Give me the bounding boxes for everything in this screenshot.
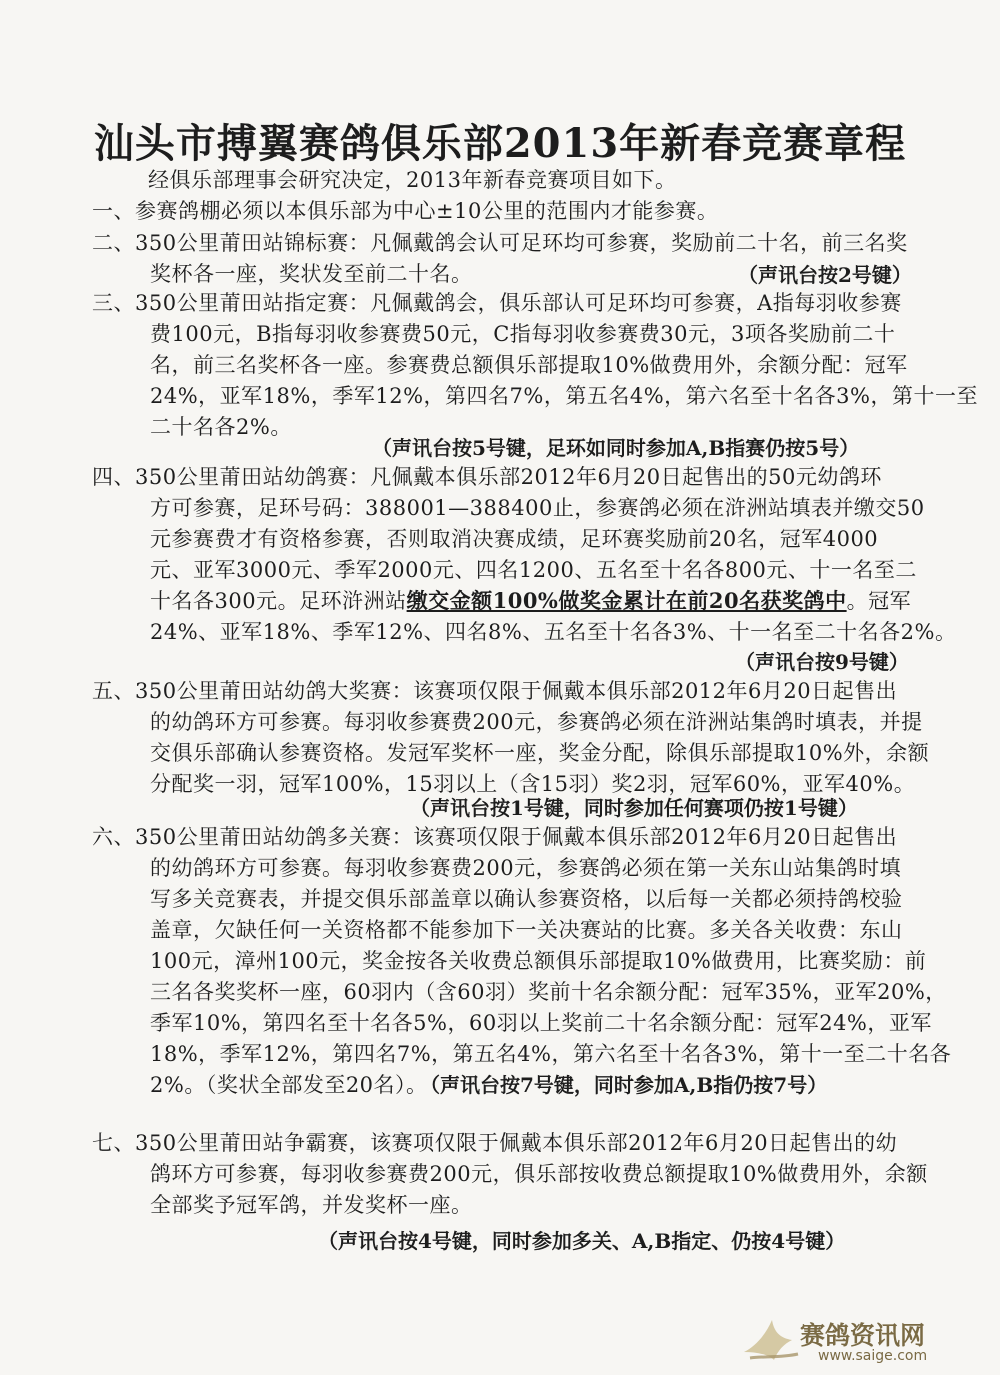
item-6-line-1: 六、350公里莆田站幼鸽多关赛：该赛项仅限于佩戴本俱乐部2012年6月20日起售出 — [92, 825, 898, 849]
item-4-line-5 — [150, 586, 911, 616]
item-7-note: （声讯台按4号键，同时参加多关、A,B指定、仍按4号键） — [318, 1229, 846, 1253]
item-6-line-7: 季军10%，第四名至十名各5%，60羽以上奖前二十名余额分配：冠军24%，亚军 — [150, 1011, 932, 1035]
item-5-line-2: 的幼鸽环方可参赛。每羽收参赛费200元，参赛鸽必须在浒洲站集鸽时填表，并提 — [150, 710, 923, 734]
item-1: 一、参赛鸽棚必须以本俱乐部为中心±10公里的范围内才能参赛。 — [92, 199, 719, 223]
item-6-line-8: 18%，季军12%，第四名7%，第五名4%，第六名至十名各3%，第十一至二十名各 — [150, 1042, 952, 1066]
item-6-line-2: 的幼鸽环方可参赛。每羽收参赛费200元，参赛鸽必须在第一关东山站集鸽时填 — [150, 856, 902, 880]
pigeon-logo-icon — [740, 1312, 802, 1368]
item-2-note: （声讯台按2号键） — [738, 263, 912, 287]
item-6-line-5: 100元，漳州100元，奖金按各关收费总额俱乐部提取10%做费用，比赛奖励：前 — [150, 949, 927, 973]
item-4-line-6: 24%、亚军18%、季军12%、四名8%、五名至十名各3%、十一名至二十名各2%。 — [150, 620, 957, 644]
item-7-line-3: 全部奖予冠军鸽，并发奖杯一座。 — [150, 1193, 473, 1217]
item-2-line-2: 奖杯各一座，奖状发至前二十名。 — [150, 262, 473, 286]
item-5-line-4: 分配奖一羽，冠军100%，15羽以上（含15羽）奖2羽，冠军60%，亚军40%。 — [150, 772, 916, 796]
item-4-line-5-tail: 。冠军 — [846, 589, 912, 613]
item-4-line-3: 元参赛费才有资格参赛，否则取消决赛成绩，足环赛奖励前20名，冠军4000 — [150, 527, 879, 551]
item-2-line-1: 二、350公里莆田站锦标赛：凡佩戴鸽会认可足环均可参赛，奖励前二十名，前三名奖 — [92, 231, 908, 255]
item-3-note: （声讯台按5号键，足环如同时参加A,B指赛仍按5号） — [372, 436, 860, 460]
item-6-line-3: 写多关竞赛表，并提交俱乐部盖章以确认参赛资格，以后每一关都必须持鸽校验 — [150, 887, 903, 911]
item-3-line-5: 二十名各2%。 — [150, 415, 292, 439]
watermark-url: www.saige.com — [818, 1348, 928, 1364]
item-6-note: （声讯台按7号键，同时参加A,B指仍按7号） — [420, 1073, 828, 1097]
item-3-line-1: 三、350公里莆田站指定赛：凡佩戴鸽会，俱乐部认可足环均可参赛，A指每羽收参赛 — [92, 291, 902, 315]
item-5-note: （声讯台按1号键，同时参加任何赛项仍按1号键） — [410, 796, 858, 820]
item-7-line-2: 鸽环方可参赛，每羽收参赛费200元，俱乐部按收费总额提取10%做费用外，余额 — [150, 1162, 928, 1186]
item-4-line-4: 元、亚军3000元、季军2000元、四名1200、五名至十名各800元、十一名至二 — [150, 558, 917, 582]
item-4-underlined-text: 缴交金额100%做奖金累计在前20名获奖鸽中 — [406, 588, 847, 613]
item-5-line-1: 五、350公里莆田站幼鸽大奖赛：该赛项仅限于佩戴本俱乐部2012年6月20日起售出 — [92, 679, 898, 703]
item-4-line-5-lead: 十名各300元。足环浒洲站 — [150, 589, 407, 613]
item-7-line-1: 七、350公里莆田站争霸赛，该赛项仅限于佩戴本俱乐部2012年6月20日起售出的幼 — [92, 1131, 898, 1155]
item-4-line-2: 方可参赛，足环号码：388001—388400止，参赛鸽必须在浒洲站填表并缴交50 — [150, 496, 925, 520]
item-3-line-2: 费100元，B指每羽收参赛费50元，C指每羽收参赛费30元，3项各奖励前二十 — [150, 322, 896, 346]
watermark — [740, 1312, 970, 1368]
item-4-line-1: 四、350公里莆田站幼鸽赛：凡佩戴本俱乐部2012年6月20日起售出的50元幼鸽环 — [92, 465, 882, 489]
item-6-line-6: 三名各奖奖杯一座，60羽内（含60羽）奖前十名余额分配：冠军35%，亚军20%， — [150, 980, 947, 1004]
item-4-note: （声讯台按9号键） — [735, 650, 909, 674]
item-6-line-4: 盖章，欠缺任何一关资格都不能参加下一关决赛站的比赛。多关各关收费：东山 — [150, 918, 903, 942]
item-3-line-4: 24%，亚军18%，季军12%，第四名7%，第五名4%，第六名至十名各3%，第十一至 — [150, 384, 978, 408]
item-5-line-3: 交俱乐部确认参赛资格。发冠军奖杯一座，奖金分配，除俱乐部提取10%外，余额 — [150, 741, 930, 765]
item-6-line-9: 2%。（奖状全部发至20名）。 — [150, 1073, 428, 1097]
intro-text: 经俱乐部理事会研究决定，2013年新春竞赛项目如下。 — [148, 168, 677, 192]
item-3-line-3: 名，前三名奖杯各一座。参赛费总额俱乐部提取10%做费用外，余额分配：冠军 — [150, 353, 908, 377]
page-title: 汕头市搏翼赛鸽俱乐部2013年新春竞赛章程 — [93, 120, 907, 167]
watermark-name: 赛鸽资讯网 — [800, 1321, 926, 1350]
